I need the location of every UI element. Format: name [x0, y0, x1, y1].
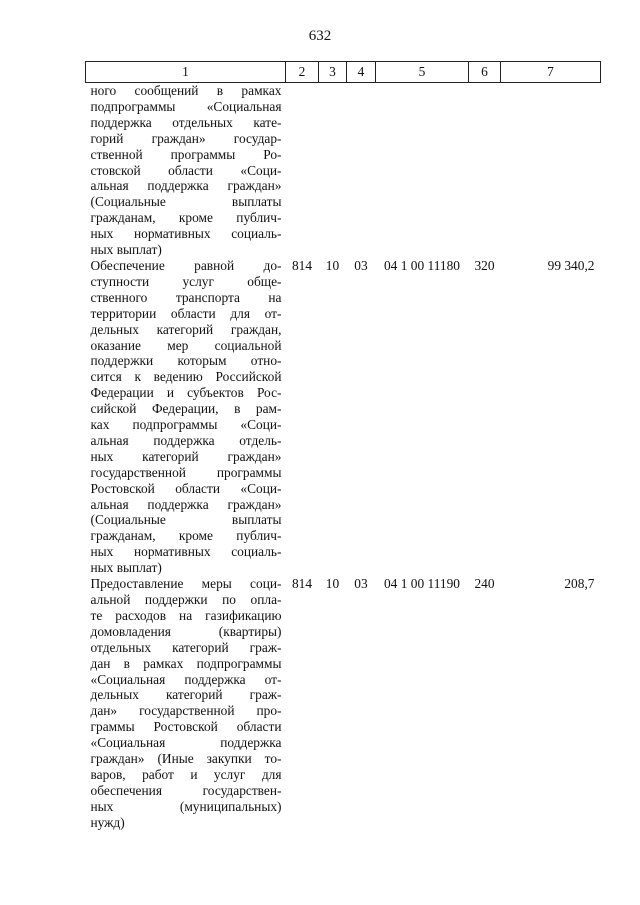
description-line: альной поддержки по опла- [90, 592, 282, 607]
cell-description [86, 83, 286, 258]
description-line: (Социальные выплаты [90, 194, 282, 210]
description-line: ственной программы Ро- [90, 146, 282, 162]
description-line: (Социальные выплаты [90, 512, 282, 528]
description-line: Обеспечение равной до- [90, 257, 282, 273]
cell-description [86, 258, 286, 576]
description-line: отдельных категорий граж- [90, 639, 282, 655]
description-line: Предоставление меры соци- [90, 576, 282, 592]
description-line: государственной программы [90, 464, 282, 480]
cell-section: 10 [325, 576, 340, 592]
cell-amount: 208,7 [564, 576, 595, 592]
description-line: ственного транспорта на [90, 289, 282, 305]
header-col-4: 4 [347, 62, 376, 83]
description-line: сится к ведению Российской [90, 369, 282, 385]
header-col-7: 7 [501, 62, 601, 83]
description-line: Ростовской области «Соци- [90, 480, 282, 496]
description-line: граждан» (Иные закупки то- [90, 751, 282, 767]
cell-amount [501, 83, 601, 258]
description-line: гражданам, кроме публич- [90, 210, 282, 226]
cell-ministry: 814 [291, 257, 313, 273]
cell-expense-type [469, 83, 501, 258]
description-line: Федерации и субъектов Рос- [90, 385, 282, 401]
cell-description [86, 576, 286, 831]
description-line: ных (муниципальных) [90, 798, 282, 814]
description-line: ных нормативных социаль- [90, 226, 282, 242]
description-line: сийской Федерации, в рам- [90, 401, 282, 417]
description-line: ных нормативных социаль- [90, 544, 282, 560]
cell-section [319, 83, 347, 258]
header-col-2: 2 [286, 62, 319, 83]
cell-subsection [347, 83, 376, 258]
description-line: ных выплат) [90, 560, 162, 576]
description-line: те расходов на газификацию [90, 607, 282, 623]
header-col-6: 6 [469, 62, 501, 83]
description-line: гражданам, кроме публич- [90, 528, 282, 544]
cell-ministry [286, 83, 319, 258]
cell-target-article: 04 1 00 11180 [383, 257, 460, 273]
description-line: ступности услуг обще- [90, 273, 282, 289]
description-line: граммы Ростовской области [90, 719, 282, 735]
header-col-5: 5 [376, 62, 469, 83]
description-line: стовской области «Соци- [90, 162, 282, 178]
cell-subsection: 03 [354, 576, 368, 592]
description-line: дельных категорий граждан, [90, 321, 282, 337]
description-line: ках подпрограммы «Соци- [90, 417, 282, 433]
description-line: нужд) [90, 814, 125, 830]
cell-target-article [376, 83, 469, 258]
description-line: «Социальная поддержка [90, 735, 282, 751]
description-line: дельных категорий граж- [90, 687, 282, 703]
table-body [86, 83, 601, 831]
description-line: оказание мер социальной [90, 337, 282, 353]
description-line: альная поддержка граждан» [90, 178, 282, 194]
table-row [86, 576, 601, 831]
description-line: «Социальная поддержка от- [90, 671, 282, 687]
description-line: варов, работ и услуг для [90, 766, 282, 782]
description-line: ных выплат) [90, 242, 162, 258]
description-line: ных категорий граждан» [90, 448, 282, 464]
description-line: обеспечения государствен- [90, 782, 282, 798]
header-col-3: 3 [319, 62, 347, 83]
cell-ministry: 814 [291, 576, 313, 592]
description-line: подпрограммы «Социальная [90, 98, 282, 114]
table-header [86, 62, 601, 83]
description-line: альная поддержка отдель- [90, 432, 282, 448]
description-line: дан» государственной про- [90, 703, 282, 719]
description-line: горий граждан» государ- [90, 130, 282, 146]
table-row [86, 258, 601, 576]
cell-target-article: 04 1 00 11190 [383, 576, 460, 592]
cell-subsection: 03 [354, 257, 368, 273]
description-line: домовладения (квартиры) [90, 623, 282, 639]
cell-expense-type: 240 [474, 576, 495, 592]
page-number: 632 [308, 28, 332, 44]
cell-expense-type: 320 [474, 257, 495, 273]
header-row [86, 62, 601, 83]
description-line: альная поддержка граждан» [90, 496, 282, 512]
cell-amount: 99 340,2 [547, 257, 595, 273]
budget-table [85, 61, 601, 831]
description-line: дан в рамках подпрограммы [90, 655, 282, 671]
description-line: поддержки которым отно- [90, 353, 282, 369]
header-col-1: 1 [86, 62, 286, 83]
description-line: ного сообщений в рамках [90, 83, 282, 98]
cell-section: 10 [325, 257, 340, 273]
description-line: поддержка отдельных кате- [90, 114, 282, 130]
table-row [86, 83, 601, 258]
description-line: территории области для от- [90, 305, 282, 321]
